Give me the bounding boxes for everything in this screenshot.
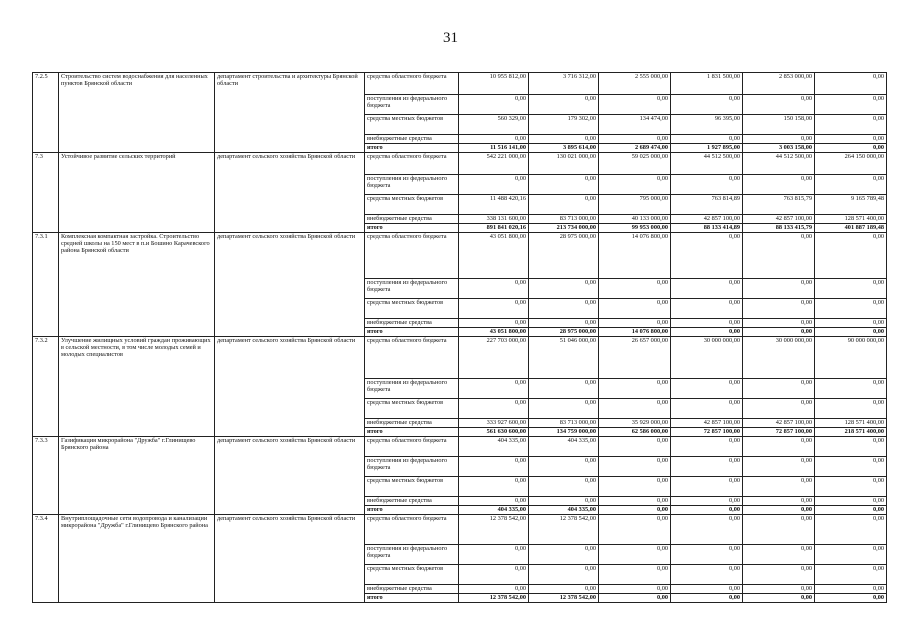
amount-cell: 9 165 789,48	[815, 195, 887, 215]
amount-cell: 0,00	[815, 115, 887, 135]
amount-cell: 0,00	[599, 319, 671, 328]
amount-cell: 0,00	[529, 399, 599, 419]
table-row	[33, 73, 887, 95]
amount-cell: 0,00	[671, 506, 743, 515]
amount-cell: 3 003 158,00	[743, 144, 815, 153]
amount-cell: 0,00	[529, 95, 599, 115]
amount-cell: 72 857 100,00	[671, 428, 743, 437]
amount-cell: 0,00	[529, 477, 599, 497]
amount-cell: 0,00	[599, 175, 671, 195]
amount-cell: 0,00	[815, 477, 887, 497]
amount-cell: 0,00	[743, 233, 815, 279]
amount-cell: 561 630 600,00	[459, 428, 529, 437]
amount-cell: 0,00	[671, 457, 743, 477]
amount-cell: 0,00	[459, 399, 529, 419]
amount-cell: 401 887 189,48	[815, 224, 887, 233]
amount-cell: 0,00	[815, 279, 887, 299]
amount-cell: 0,00	[459, 457, 529, 477]
section-department: департамент сельского хозяйства Брянской области	[215, 233, 365, 337]
funding-source: поступления из федерального бюджета	[365, 545, 459, 565]
funding-source: средства местных бюджетов	[365, 115, 459, 135]
amount-cell: 0,00	[815, 515, 887, 545]
amount-cell: 542 221 000,00	[459, 153, 529, 175]
section-name: Строительство систем водоснабжения для населенных пунктов Брянской области	[59, 73, 215, 153]
amount-cell: 0,00	[815, 545, 887, 565]
amount-cell: 0,00	[671, 515, 743, 545]
amount-cell: 0,00	[671, 477, 743, 497]
amount-cell: 0,00	[743, 379, 815, 399]
section-code: 7.3.1	[33, 233, 59, 337]
amount-cell: 0,00	[529, 457, 599, 477]
amount-cell: 44 512 500,00	[743, 153, 815, 175]
amount-cell: 12 378 542,00	[529, 515, 599, 545]
amount-cell: 0,00	[459, 585, 529, 594]
amount-cell: 0,00	[459, 379, 529, 399]
funding-source: поступления из федерального бюджета	[365, 457, 459, 477]
funding-source: итого	[365, 428, 459, 437]
amount-cell: 0,00	[815, 299, 887, 319]
amount-cell: 0,00	[815, 319, 887, 328]
table-row	[33, 515, 887, 545]
amount-cell: 763 814,89	[671, 195, 743, 215]
amount-cell: 404 335,00	[529, 437, 599, 457]
section-department: департамент сельского хозяйства Брянской области	[215, 515, 365, 603]
amount-cell: 179 302,00	[529, 115, 599, 135]
amount-cell: 213 734 000,00	[529, 224, 599, 233]
amount-cell: 0,00	[815, 135, 887, 144]
amount-cell: 0,00	[599, 437, 671, 457]
amount-cell: 0,00	[459, 319, 529, 328]
amount-cell: 560 329,00	[459, 115, 529, 135]
amount-cell: 0,00	[671, 299, 743, 319]
funding-source: итого	[365, 224, 459, 233]
amount-cell: 0,00	[743, 328, 815, 337]
amount-cell: 0,00	[743, 594, 815, 603]
amount-cell: 0,00	[671, 379, 743, 399]
amount-cell: 0,00	[671, 328, 743, 337]
amount-cell: 128 571 400,00	[815, 215, 887, 224]
amount-cell: 0,00	[815, 379, 887, 399]
page-number: 31	[443, 30, 458, 46]
amount-cell: 338 131 600,00	[459, 215, 529, 224]
amount-cell: 14 076 800,00	[599, 233, 671, 279]
amount-cell: 99 953 000,00	[599, 224, 671, 233]
amount-cell: 0,00	[671, 95, 743, 115]
amount-cell: 0,00	[459, 175, 529, 195]
amount-cell: 72 857 100,00	[743, 428, 815, 437]
table-row	[33, 233, 887, 279]
funding-source: итого	[365, 506, 459, 515]
amount-cell: 0,00	[529, 319, 599, 328]
funding-source: внебюджетные средства	[365, 319, 459, 328]
amount-cell: 0,00	[459, 135, 529, 144]
funding-source: средства областного бюджета	[365, 437, 459, 457]
amount-cell: 0,00	[529, 195, 599, 215]
amount-cell: 0,00	[599, 565, 671, 585]
amount-cell: 0,00	[671, 497, 743, 506]
amount-cell: 404 335,00	[529, 506, 599, 515]
section-department: департамент сельского хозяйства Брянской области	[215, 153, 365, 233]
amount-cell: 0,00	[599, 379, 671, 399]
funding-source: средства местных бюджетов	[365, 195, 459, 215]
funding-source: внебюджетные средства	[365, 497, 459, 506]
amount-cell: 0,00	[743, 477, 815, 497]
section-department: департамент сельского хозяйства Брянской области	[215, 437, 365, 515]
amount-cell: 0,00	[529, 299, 599, 319]
budget-table	[32, 72, 887, 603]
table-row	[33, 337, 887, 379]
funding-source: поступления из федерального бюджета	[365, 279, 459, 299]
amount-cell: 0,00	[743, 135, 815, 144]
amount-cell: 0,00	[671, 545, 743, 565]
amount-cell: 0,00	[743, 437, 815, 457]
amount-cell: 0,00	[815, 594, 887, 603]
amount-cell: 0,00	[671, 437, 743, 457]
section-name: Устойчивое развитие сельских территорий	[59, 153, 215, 233]
amount-cell: 0,00	[529, 585, 599, 594]
section-name: Газификация микрорайона "Дружба" г.Глинищево Брянского района	[59, 437, 215, 515]
amount-cell: 0,00	[599, 279, 671, 299]
amount-cell: 128 571 400,00	[815, 419, 887, 428]
amount-cell: 227 703 000,00	[459, 337, 529, 379]
section-department: департамент сельского хозяйства Брянской области	[215, 337, 365, 437]
amount-cell: 26 657 000,00	[599, 337, 671, 379]
amount-cell: 0,00	[599, 135, 671, 144]
funding-source: внебюджетные средства	[365, 419, 459, 428]
amount-cell: 0,00	[743, 279, 815, 299]
amount-cell: 0,00	[671, 233, 743, 279]
funding-source: средства областного бюджета	[365, 515, 459, 545]
amount-cell: 0,00	[815, 175, 887, 195]
funding-source: поступления из федерального бюджета	[365, 175, 459, 195]
amount-cell: 12 378 542,00	[459, 594, 529, 603]
amount-cell: 0,00	[599, 457, 671, 477]
amount-cell: 12 378 542,00	[459, 515, 529, 545]
funding-source: средства областного бюджета	[365, 153, 459, 175]
amount-cell: 42 857 100,00	[743, 215, 815, 224]
funding-source: средства областного бюджета	[365, 233, 459, 279]
funding-source: средства местных бюджетов	[365, 399, 459, 419]
amount-cell: 0,00	[599, 299, 671, 319]
amount-cell: 404 335,00	[459, 437, 529, 457]
amount-cell: 10 955 812,00	[459, 73, 529, 95]
amount-cell: 0,00	[599, 497, 671, 506]
section-code: 7.3.2	[33, 337, 59, 437]
amount-cell: 3 895 614,00	[529, 144, 599, 153]
amount-cell: 2 689 474,00	[599, 144, 671, 153]
amount-cell: 1 831 500,00	[671, 73, 743, 95]
amount-cell: 0,00	[743, 95, 815, 115]
amount-cell: 0,00	[743, 545, 815, 565]
amount-cell: 0,00	[815, 437, 887, 457]
section-name: Внутриплощадочные сети водопровода и канализации микрорайона "Дружба" г.Глинищево Брянского района	[59, 515, 215, 603]
amount-cell: 42 857 100,00	[671, 215, 743, 224]
amount-cell: 0,00	[671, 319, 743, 328]
amount-cell: 0,00	[815, 95, 887, 115]
amount-cell: 0,00	[743, 457, 815, 477]
amount-cell: 0,00	[529, 379, 599, 399]
amount-cell: 90 000 000,00	[815, 337, 887, 379]
funding-source: внебюджетные средства	[365, 585, 459, 594]
amount-cell: 0,00	[599, 545, 671, 565]
section-code: 7.2.5	[33, 73, 59, 153]
amount-cell: 83 713 000,00	[529, 419, 599, 428]
amount-cell: 0,00	[599, 585, 671, 594]
amount-cell: 0,00	[743, 175, 815, 195]
funding-source: средства местных бюджетов	[365, 477, 459, 497]
amount-cell: 134 759 000,00	[529, 428, 599, 437]
amount-cell: 0,00	[815, 73, 887, 95]
funding-source: средства областного бюджета	[365, 73, 459, 95]
section-code: 7.3.4	[33, 515, 59, 603]
amount-cell: 30 000 000,00	[671, 337, 743, 379]
amount-cell: 0,00	[599, 594, 671, 603]
amount-cell: 0,00	[671, 585, 743, 594]
amount-cell: 795 000,00	[599, 195, 671, 215]
funding-source: средства местных бюджетов	[365, 299, 459, 319]
amount-cell: 891 841 020,16	[459, 224, 529, 233]
funding-source: внебюджетные средства	[365, 215, 459, 224]
amount-cell: 0,00	[599, 515, 671, 545]
amount-cell: 150 158,00	[743, 115, 815, 135]
amount-cell: 0,00	[529, 279, 599, 299]
amount-cell: 3 716 312,00	[529, 73, 599, 95]
amount-cell: 43 051 800,00	[459, 233, 529, 279]
amount-cell: 0,00	[815, 565, 887, 585]
amount-cell: 0,00	[671, 135, 743, 144]
table-row	[33, 437, 887, 457]
amount-cell: 51 046 000,00	[529, 337, 599, 379]
funding-source: средства областного бюджета	[365, 337, 459, 379]
amount-cell: 0,00	[815, 506, 887, 515]
amount-cell: 14 076 800,00	[599, 328, 671, 337]
amount-cell: 218 571 400,00	[815, 428, 887, 437]
amount-cell: 264 150 000,00	[815, 153, 887, 175]
amount-cell: 1 927 895,00	[671, 144, 743, 153]
amount-cell: 43 051 800,00	[459, 328, 529, 337]
amount-cell: 0,00	[459, 95, 529, 115]
funding-source: поступления из федерального бюджета	[365, 95, 459, 115]
amount-cell: 0,00	[671, 279, 743, 299]
amount-cell: 30 000 000,00	[743, 337, 815, 379]
funding-source: поступления из федерального бюджета	[365, 379, 459, 399]
amount-cell: 88 133 415,79	[743, 224, 815, 233]
amount-cell: 44 512 500,00	[671, 153, 743, 175]
amount-cell: 0,00	[459, 545, 529, 565]
amount-cell: 11 516 141,00	[459, 144, 529, 153]
funding-source: итого	[365, 594, 459, 603]
amount-cell: 0,00	[459, 279, 529, 299]
funding-source: средства местных бюджетов	[365, 565, 459, 585]
amount-cell: 0,00	[815, 144, 887, 153]
amount-cell: 0,00	[459, 477, 529, 497]
amount-cell: 0,00	[529, 175, 599, 195]
amount-cell: 96 395,00	[671, 115, 743, 135]
amount-cell: 0,00	[815, 457, 887, 477]
amount-cell: 42 857 100,00	[671, 419, 743, 428]
amount-cell: 0,00	[815, 497, 887, 506]
amount-cell: 0,00	[815, 585, 887, 594]
funding-source: внебюджетные средства	[365, 135, 459, 144]
amount-cell: 130 021 000,00	[529, 153, 599, 175]
amount-cell: 0,00	[529, 497, 599, 506]
amount-cell: 0,00	[671, 565, 743, 585]
amount-cell: 404 335,00	[459, 506, 529, 515]
amount-cell: 763 815,79	[743, 195, 815, 215]
amount-cell: 0,00	[671, 399, 743, 419]
section-name: Улучшение жилищных условий граждан проживающих в сельской местности, в том числе молодых семей и молодых специалистов	[59, 337, 215, 437]
funding-source: итого	[365, 144, 459, 153]
amount-cell: 0,00	[743, 299, 815, 319]
amount-cell: 0,00	[815, 399, 887, 419]
amount-cell: 88 133 414,89	[671, 224, 743, 233]
amount-cell: 28 975 000,00	[529, 233, 599, 279]
amount-cell: 0,00	[743, 515, 815, 545]
amount-cell: 0,00	[529, 135, 599, 144]
amount-cell: 0,00	[743, 399, 815, 419]
amount-cell: 0,00	[671, 594, 743, 603]
amount-cell: 0,00	[743, 565, 815, 585]
amount-cell: 28 975 000,00	[529, 328, 599, 337]
amount-cell: 0,00	[743, 585, 815, 594]
amount-cell: 12 378 542,00	[529, 594, 599, 603]
amount-cell: 59 025 000,00	[599, 153, 671, 175]
amount-cell: 0,00	[459, 299, 529, 319]
section-code: 7.3	[33, 153, 59, 233]
amount-cell: 0,00	[459, 565, 529, 585]
amount-cell: 134 474,00	[599, 115, 671, 135]
amount-cell: 0,00	[743, 319, 815, 328]
amount-cell: 40 133 000,00	[599, 215, 671, 224]
amount-cell: 0,00	[459, 497, 529, 506]
amount-cell: 0,00	[815, 233, 887, 279]
section-code: 7.3.3	[33, 437, 59, 515]
amount-cell: 333 927 600,00	[459, 419, 529, 428]
funding-source: итого	[365, 328, 459, 337]
amount-cell: 0,00	[529, 545, 599, 565]
section-name: Комплексная компактная застройка. Строительство средней школы на 150 мест в п.и Бошино Карачевского района Брянской области	[59, 233, 215, 337]
amount-cell: 0,00	[599, 506, 671, 515]
amount-cell: 0,00	[743, 497, 815, 506]
amount-cell: 0,00	[599, 399, 671, 419]
amount-cell: 0,00	[599, 477, 671, 497]
amount-cell: 2 555 000,00	[599, 73, 671, 95]
amount-cell: 0,00	[599, 95, 671, 115]
amount-cell: 35 929 000,00	[599, 419, 671, 428]
amount-cell: 2 853 000,00	[743, 73, 815, 95]
table-row	[33, 153, 887, 175]
amount-cell: 0,00	[529, 565, 599, 585]
section-department: департамент строительства и архитектуры Брянской области	[215, 73, 365, 153]
amount-cell: 11 488 420,16	[459, 195, 529, 215]
amount-cell: 83 713 000,00	[529, 215, 599, 224]
amount-cell: 0,00	[815, 328, 887, 337]
amount-cell: 62 586 000,00	[599, 428, 671, 437]
amount-cell: 0,00	[671, 175, 743, 195]
amount-cell: 42 857 100,00	[743, 419, 815, 428]
amount-cell: 0,00	[743, 506, 815, 515]
